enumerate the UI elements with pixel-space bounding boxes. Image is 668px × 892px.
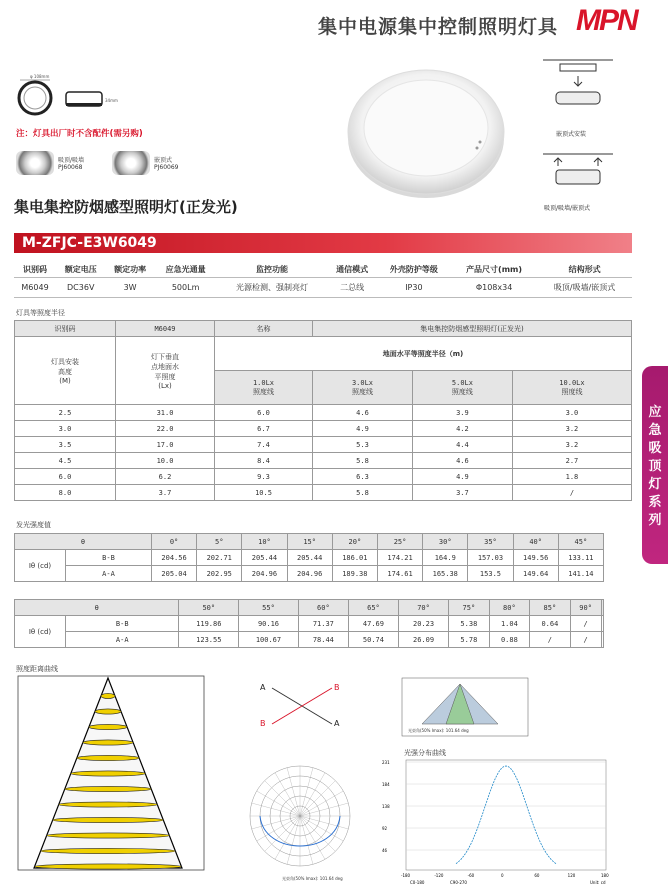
model-bar: M-ZFJC-E3W6049 <box>14 233 632 253</box>
illum-cell: 17.0 <box>116 437 215 453</box>
illum-row <box>15 437 632 453</box>
illum-name-value: 集电集控防烟感型照明灯(正发光) <box>313 321 632 337</box>
install-diagram <box>538 46 618 216</box>
illum-cell: 4.6 <box>313 405 413 421</box>
curve-xtick: 120 <box>567 873 576 878</box>
illum-section-title: 灯具等照度半径 <box>16 309 65 317</box>
axis-diagram <box>242 676 362 736</box>
angle-cell: 35° <box>468 534 513 550</box>
mount-label: 吸顶/吸墙/嵌顶式 <box>544 205 591 212</box>
distribution-chart <box>380 756 610 886</box>
angle-cell: 25° <box>377 534 422 550</box>
illum-cell: 6.3 <box>313 469 413 485</box>
spec-cell: M6049 <box>14 278 56 298</box>
aa-cell: 5.78 <box>449 632 490 648</box>
accessory-label: 嵌顶式 <box>154 157 173 164</box>
bb-cell: 0.64 <box>530 616 571 632</box>
lamp-photo <box>346 40 506 200</box>
polar-spoke <box>252 816 300 829</box>
illum-cell: 3.5 <box>15 437 116 453</box>
aa-cell <box>601 632 603 648</box>
polar-spoke <box>300 803 348 816</box>
illum-cell: 3.0 <box>15 421 116 437</box>
illum-cell: 7.4 <box>215 437 313 453</box>
distance-ring <box>65 786 152 791</box>
curve-ytick: 184 <box>382 782 390 787</box>
spec-cell: 3W <box>105 278 154 298</box>
illum-cell: 4.6 <box>412 453 512 469</box>
curve-ytick: 231 <box>382 760 390 765</box>
bb-cell: 20.23 <box>399 616 449 632</box>
angle-cell: 55° <box>239 600 299 616</box>
illum-cell: / <box>512 485 631 501</box>
polar-spoke <box>287 816 300 864</box>
polar-spoke <box>275 816 300 859</box>
accessory-note: 注：灯具出厂时不含配件(需另购) <box>16 129 143 139</box>
curve-frame <box>406 760 606 870</box>
aa-cell: 123.55 <box>179 632 239 648</box>
angle-cell: 20° <box>332 534 377 550</box>
angle-cell <box>601 600 603 616</box>
spec-cell: 光源检测、强制亮灯 <box>216 278 327 298</box>
bb-label: B-B <box>66 616 179 632</box>
illum-cell: 4.9 <box>412 469 512 485</box>
intensity-table-1 <box>14 533 604 582</box>
illum-cell: 3.7 <box>412 485 512 501</box>
spec-cell: 吸顶/吸墙/嵌顶式 <box>537 278 632 298</box>
curve-ytick: 92 <box>382 826 388 831</box>
spec-header: 结构形式 <box>537 262 632 278</box>
aa-cell: 50.74 <box>348 632 398 648</box>
intensity-label: Ⅰθ (cd) <box>15 550 66 582</box>
aa-label: A-A <box>66 566 152 582</box>
illum-row <box>15 485 632 501</box>
polar-spoke <box>275 773 300 816</box>
distance-ring <box>101 693 115 698</box>
bb-cell: 1.04 <box>489 616 530 632</box>
spec-header: 额定功率 <box>105 262 154 278</box>
angle-cell: 50° <box>179 600 239 616</box>
polar-spoke <box>300 816 343 841</box>
illum-cell: 5.8 <box>313 453 413 469</box>
embed-label: 嵌顶式安装 <box>556 131 587 138</box>
curve-legend: C0-180 <box>410 880 425 885</box>
aa-cell: 165.38 <box>423 566 468 582</box>
distribution-curve <box>456 766 556 864</box>
illum-cell: 4.9 <box>313 421 413 437</box>
intensity-section-title: 发光强度值 <box>16 521 51 529</box>
aa-cell: 141.14 <box>558 566 603 582</box>
illum-cell: 22.0 <box>116 421 215 437</box>
aa-cell: 100.67 <box>239 632 299 648</box>
distance-ring <box>95 709 121 714</box>
bb-cell: 204.56 <box>151 550 196 566</box>
brand-logo: MPN <box>576 4 637 37</box>
bb-cell: 71.37 <box>298 616 348 632</box>
angle-cell: 65° <box>348 600 398 616</box>
illum-cell: 2.7 <box>512 453 631 469</box>
angle-cell: 5° <box>197 534 242 550</box>
illum-cell: 10.0 <box>116 453 215 469</box>
angle-cell: 45° <box>558 534 603 550</box>
illum-col: 10.0Lx 照度线 <box>512 371 631 405</box>
spec-cell: 500Lm <box>155 278 217 298</box>
intensity-table-2 <box>14 599 604 648</box>
bb-cell: 133.11 <box>558 550 603 566</box>
illum-cell: 8.0 <box>15 485 116 501</box>
curve-ytick: 138 <box>382 804 390 809</box>
angle-cell: 85° <box>530 600 571 616</box>
illum-table <box>14 320 632 501</box>
curve-ytick: 46 <box>382 848 388 853</box>
illum-cell: 2.5 <box>15 405 116 421</box>
spec-cell: IP30 <box>377 278 451 298</box>
polar-spoke <box>252 803 300 816</box>
curve-xtick: -180 <box>401 873 411 878</box>
polar-spoke <box>300 773 325 816</box>
spec-cell: Φ108x34 <box>451 278 537 298</box>
illum-row <box>15 453 632 469</box>
aa-label: A-A <box>66 632 179 648</box>
illum-name-label: 名称 <box>215 321 313 337</box>
polar-spoke <box>300 768 313 816</box>
aa-cell: 189.38 <box>332 566 377 582</box>
illum-col: 3.0Lx 照度线 <box>313 371 413 405</box>
illum-cell: 3.0 <box>512 405 631 421</box>
illum-cell: 6.0 <box>215 405 313 421</box>
illum-col: 5.0Lx 照度线 <box>412 371 512 405</box>
bb-cell: 149.56 <box>513 550 558 566</box>
distance-chart-title: 照度距离曲线 <box>16 665 58 673</box>
curve-xtick: 0 <box>501 873 504 878</box>
distance-ring <box>83 740 133 745</box>
aa-cell: 174.61 <box>377 566 422 582</box>
accessory-photo <box>16 151 54 175</box>
bb-cell: 174.21 <box>377 550 422 566</box>
distance-ring <box>41 848 176 853</box>
angle-cell: 10° <box>242 534 287 550</box>
spec-header: 额定电压 <box>56 262 105 278</box>
illum-cell: 6.0 <box>15 469 116 485</box>
svg-text:φ 108mm: φ 108mm <box>30 74 50 79</box>
polar-spoke <box>300 816 325 859</box>
illum-height-label: 灯具安装 高度 (M) <box>15 337 116 405</box>
illum-cell: 6.7 <box>215 421 313 437</box>
spec-cell: 二总线 <box>328 278 377 298</box>
bb-cell: 164.9 <box>423 550 468 566</box>
bb-cell <box>601 616 603 632</box>
angle-cell: 60° <box>298 600 348 616</box>
polar-spoke <box>300 781 335 816</box>
aa-cell: 149.64 <box>513 566 558 582</box>
polar-spoke <box>257 791 300 816</box>
aa-cell: 26.09 <box>399 632 449 648</box>
illum-cell: 3.2 <box>512 421 631 437</box>
theta-label: θ <box>15 600 179 616</box>
aa-cell: / <box>530 632 571 648</box>
illum-cell: 9.3 <box>215 469 313 485</box>
distance-ring <box>89 724 127 729</box>
distance-ring <box>59 802 158 807</box>
polar-spoke <box>300 816 313 864</box>
polar-spoke <box>265 781 300 816</box>
curve-xtick: 180 <box>601 873 609 878</box>
axis-a-label: A <box>260 683 266 692</box>
aa-cell: 205.04 <box>151 566 196 582</box>
angle-cell: 75° <box>449 600 490 616</box>
axis-b-label: B <box>260 719 266 728</box>
distance-ring <box>77 755 139 760</box>
curve-legend: C90-270 <box>450 880 467 885</box>
spec-header: 监控功能 <box>216 262 327 278</box>
accessory-1 <box>16 150 84 176</box>
bb-cell: 90.16 <box>239 616 299 632</box>
bb-cell: 186.01 <box>332 550 377 566</box>
illum-cell: 3.7 <box>116 485 215 501</box>
angle-cell: 40° <box>513 534 558 550</box>
page-title: 集中电源集中控制照明灯具 <box>318 16 559 38</box>
series-side-tab <box>642 366 668 564</box>
svg-text:34mm: 34mm <box>105 98 118 103</box>
accessory-label: 吸顶/吸墙 <box>58 157 85 164</box>
spec-header: 识别码 <box>14 262 56 278</box>
illum-row <box>15 405 632 421</box>
illum-cell: 1.8 <box>512 469 631 485</box>
curve-xtick: -60 <box>467 873 475 878</box>
polar-caption: 光束角(50% Imax): 101.64 deg <box>282 876 343 881</box>
illum-row <box>15 469 632 485</box>
illum-cell: 3.2 <box>512 437 631 453</box>
angle-cell: 90° <box>570 600 601 616</box>
curve-xtick: -120 <box>434 873 444 878</box>
angle-cell: 80° <box>489 600 530 616</box>
theta-label: θ <box>15 534 152 550</box>
spec-cell: DC36V <box>56 278 105 298</box>
side-tab-text: 应急吸顶灯系列 <box>648 405 662 528</box>
bb-cell: 205.44 <box>242 550 287 566</box>
bb-label: B-B <box>66 550 152 566</box>
spec-header: 外壳防护等级 <box>377 262 451 278</box>
distance-ring <box>71 771 145 776</box>
distance-ring <box>34 864 181 869</box>
illum-e-label: 灯下垂直 点地面水 平照度 (Lx) <box>116 337 215 405</box>
polar-chart <box>240 756 370 884</box>
polar-spoke <box>257 816 300 841</box>
accessory-code: PJ60068 <box>58 164 83 171</box>
illum-cell: 5.3 <box>313 437 413 453</box>
angle-cell: 30° <box>423 534 468 550</box>
aa-cell: 78.44 <box>298 632 348 648</box>
illum-col: 1.0Lx 照度线 <box>215 371 313 405</box>
distance-ring <box>53 817 164 822</box>
angle-cell: 15° <box>287 534 332 550</box>
distribution-title: 光强分布曲线 <box>404 749 446 757</box>
axis-a-label: A <box>334 719 340 728</box>
bb-cell: 119.86 <box>179 616 239 632</box>
distance-ring <box>47 833 170 838</box>
illum-cell: 8.4 <box>215 453 313 469</box>
bb-cell: 202.71 <box>197 550 242 566</box>
curve-xtick: 60 <box>534 873 540 878</box>
illum-cell: 4.2 <box>412 421 512 437</box>
axis-b-label: B <box>334 683 340 692</box>
beam-note: 光束角(50% Imax): 101.64 deg <box>408 728 469 733</box>
beam-diagram <box>400 676 530 738</box>
accessory-photo <box>112 151 150 175</box>
illum-cell: 5.8 <box>313 485 413 501</box>
spec-table <box>14 262 632 298</box>
illum-id-label: 识别码 <box>15 321 116 337</box>
lamp-dimension-drawing <box>10 70 118 120</box>
accessory-2 <box>112 150 178 176</box>
bb-cell: 157.03 <box>468 550 513 566</box>
aa-cell: 0.88 <box>489 632 530 648</box>
intensity-label: Ⅰθ (cd) <box>15 616 66 648</box>
illum-cell: 31.0 <box>116 405 215 421</box>
illum-cell: 4.5 <box>15 453 116 469</box>
bb-cell: 47.69 <box>348 616 398 632</box>
illum-cell: 6.2 <box>116 469 215 485</box>
bb-cell: 205.44 <box>287 550 332 566</box>
product-title: 集电集控防烟感型照明灯(正发光) <box>14 198 238 216</box>
polar-spoke <box>300 791 343 816</box>
spec-header: 产品尺寸(mm) <box>451 262 537 278</box>
aa-cell: / <box>570 632 601 648</box>
aa-cell: 202.95 <box>197 566 242 582</box>
spec-header: 通信模式 <box>328 262 377 278</box>
illum-cell: 4.4 <box>412 437 512 453</box>
aa-cell: 204.96 <box>242 566 287 582</box>
aa-cell: 204.96 <box>287 566 332 582</box>
illum-row <box>15 421 632 437</box>
illum-radius-label: 地面水平等照度半径（m) <box>215 337 632 371</box>
aa-cell: 153.5 <box>468 566 513 582</box>
illum-id-value: M6049 <box>116 321 215 337</box>
illum-cell: 3.9 <box>412 405 512 421</box>
angle-cell: 70° <box>399 600 449 616</box>
polar-spoke <box>300 816 348 829</box>
distance-chart <box>4 674 216 884</box>
bb-cell: / <box>570 616 601 632</box>
bb-cell: 5.38 <box>449 616 490 632</box>
spec-header: 应急光通量 <box>155 262 217 278</box>
polar-spoke <box>287 768 300 816</box>
curve-unit: Unit: cd <box>590 880 606 885</box>
illum-cell: 10.5 <box>215 485 313 501</box>
accessory-code: PJ60069 <box>154 164 179 171</box>
angle-cell: 0° <box>151 534 196 550</box>
